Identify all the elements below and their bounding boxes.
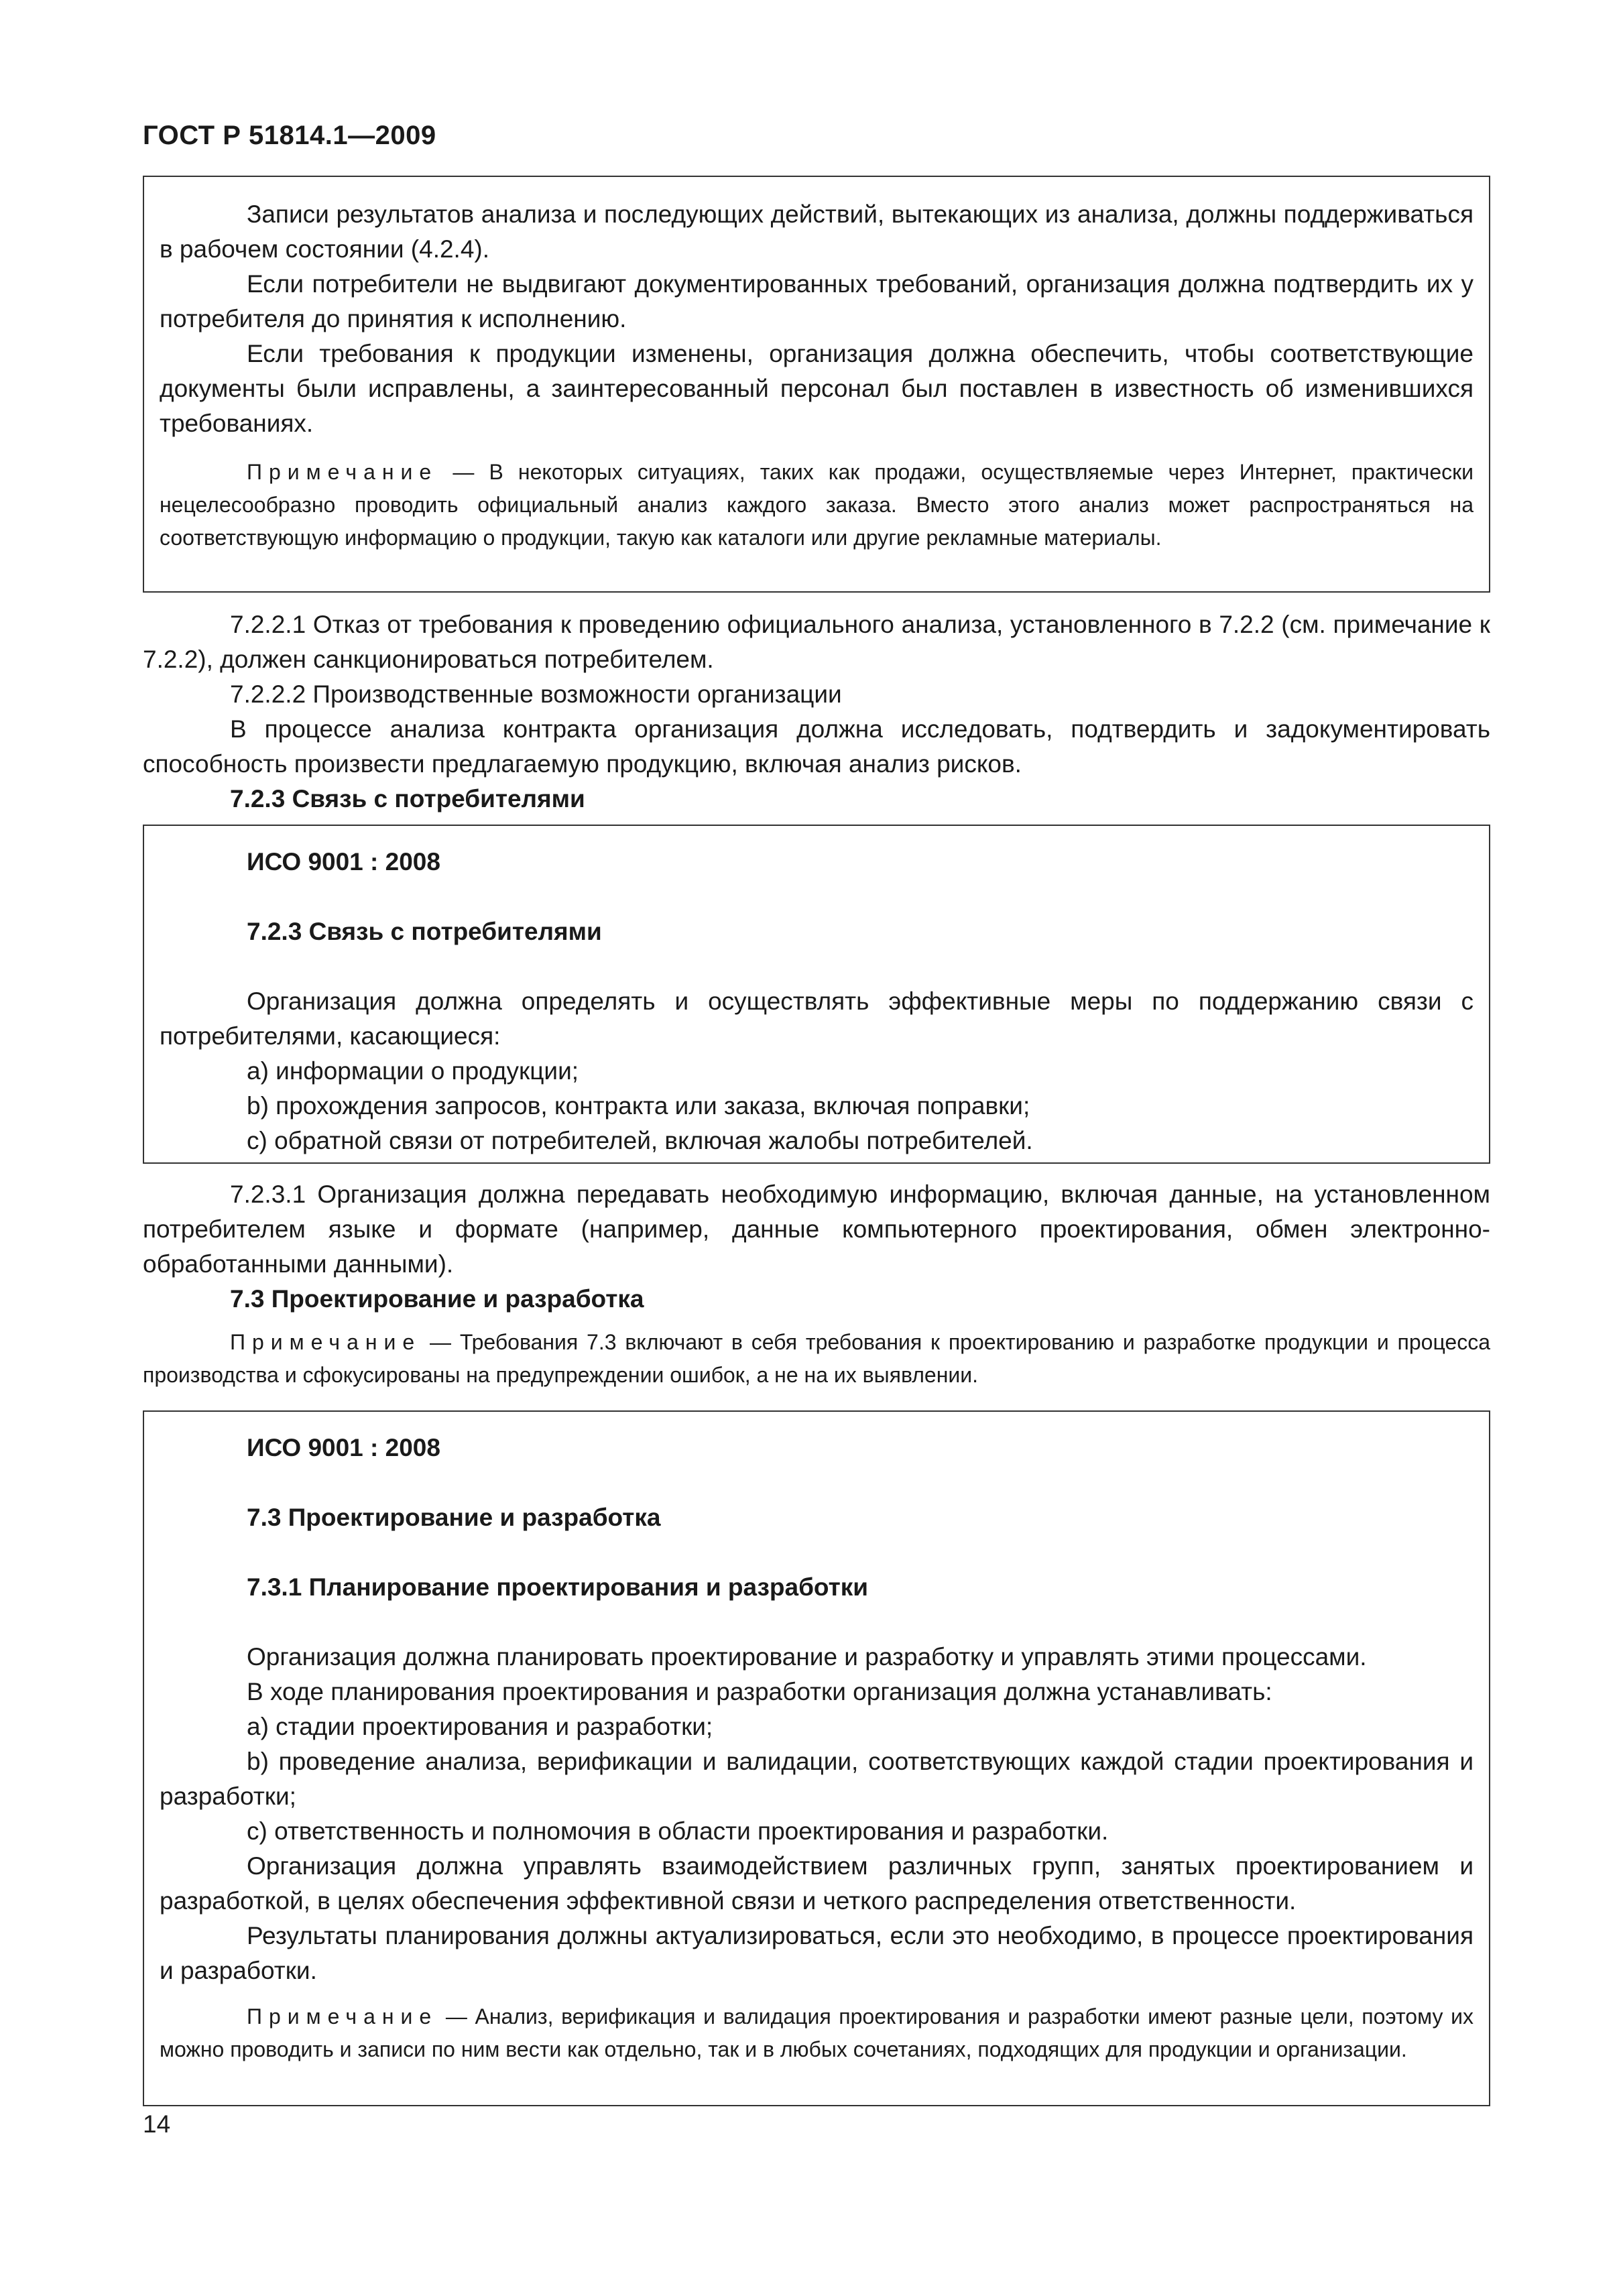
note-text: — Требования 7.3 включают в себя требования к проектированию и разработке продукции и процесса производства и сфокусированы на предупреждении ошибок, а не на их выявлении. [143, 1330, 1490, 1387]
section-7-2-2 [143, 607, 1490, 817]
list-item: a) стадии проектирования и разработки; [247, 1713, 713, 1740]
paragraph: 7.2.2.2 Производственные возможности организации [230, 680, 842, 708]
list-item: c) обратной связи от потребителей, включая жалобы потребителей. [247, 1127, 1033, 1154]
standard-reference: ИСО 9001 : 2008 [247, 848, 440, 875]
note-label: Примечание [247, 2004, 438, 2029]
standard-reference: ИСО 9001 : 2008 [247, 1434, 440, 1461]
list-item: b) прохождения запросов, контракта или заказа, включая поправки; [247, 1092, 1030, 1120]
note [143, 1326, 1490, 1392]
paragraph: В процессе анализа контракта организация должна исследовать, подтвердить и задокументировать способность произвести предлагаемую продукцию, включая анализ рисков. [143, 715, 1490, 778]
paragraph: 7.2.2.1 Отказ от требования к проведению официального анализа, установленного в 7.2.2 (см. примечание к 7.2.2), должен санкционироваться потребителем. [143, 611, 1490, 673]
paragraph: В ходе планирования проектирования и разработки организация должна устанавливать: [247, 1678, 1272, 1705]
paragraph: Если требования к продукции изменены, организация должна обеспечить, чтобы соответствующие документы были исправлены, а заинтересованный персонал был поставлен в известность об изменившихся требованиях. [160, 340, 1474, 437]
paragraph: Организация должна управлять взаимодействием различных групп, занятых проектированием и разработкой, в целях обеспечения эффективной связи и четкого распределения ответственности. [160, 1852, 1474, 1915]
page-number: 14 [143, 2110, 171, 2138]
note-text: — В некоторых ситуациях, таких как продажи, осуществляемые через Интернет, практически нецелесообразно проводить официальный анализ каждого заказа. Вместо этого анализ может распространяться на соответствующую информацию о продукции, такую как каталоги или другие рекламные материалы. [160, 460, 1474, 550]
standard-quote-box-2 [143, 825, 1490, 1164]
note-label: Примечание [247, 460, 438, 484]
box-subheading: 7.3.1 Планирование проектирования и разработки [247, 1573, 868, 1601]
section-7-2-3-1 [143, 1177, 1490, 1392]
paragraph: Если потребители не выдвигают документированных требований, организация должна подтвердить их у потребителя до принятия к исполнению. [160, 270, 1474, 333]
paragraph: Записи результатов анализа и последующих действий, вытекающих из анализа, должны поддерживаться в рабочем состоянии (4.2.4). [160, 200, 1474, 263]
paragraph: 7.2.3.1 Организация должна передавать необходимую информацию, включая данные, на установленном потребителем языке и формате (например, данные компьютерного проектирования, обмен электронно-обработанными данными). [143, 1181, 1490, 1278]
paragraph: Результаты планирования должны актуализироваться, если это необходимо, в процессе проектирования и разработки. [160, 1922, 1474, 1984]
paragraph: Организация должна планировать проектирование и разработку и управлять этими процессами. [247, 1643, 1367, 1671]
note-label: Примечание [230, 1330, 422, 1354]
standard-quote-box-3 [143, 1410, 1490, 2106]
note-text: — Анализ, верификация и валидация проектирования и разработки имеют разные цели, поэтому их можно проводить и записи по ним вести как отдельно, так и в любых сочетаниях, подходящих для продукции и организации. [160, 2004, 1474, 2061]
note [160, 2000, 1474, 2066]
paragraph: Организация должна определять и осуществлять эффективные меры по поддержанию связи с потребителями, касающиеся: [160, 987, 1474, 1050]
section-heading: 7.2.3 Связь с потребителями [230, 785, 585, 812]
list-item: a) информации о продукции; [247, 1057, 579, 1085]
document-code: ГОСТ Р 51814.1—2009 [143, 121, 436, 150]
box-heading: 7.2.3 Связь с потребителями [247, 918, 602, 945]
note [160, 456, 1474, 554]
list-item: b) проведение анализа, верификации и валидации, соответствующих каждой стадии проектирования и разработки; [160, 1748, 1474, 1810]
section-heading: 7.3 Проектирование и разработка [230, 1285, 644, 1313]
box-heading: 7.3 Проектирование и разработка [247, 1504, 661, 1531]
list-item: c) ответственность и полномочия в области проектирования и разработки. [247, 1817, 1109, 1845]
standard-quote-box-1 [143, 176, 1490, 593]
